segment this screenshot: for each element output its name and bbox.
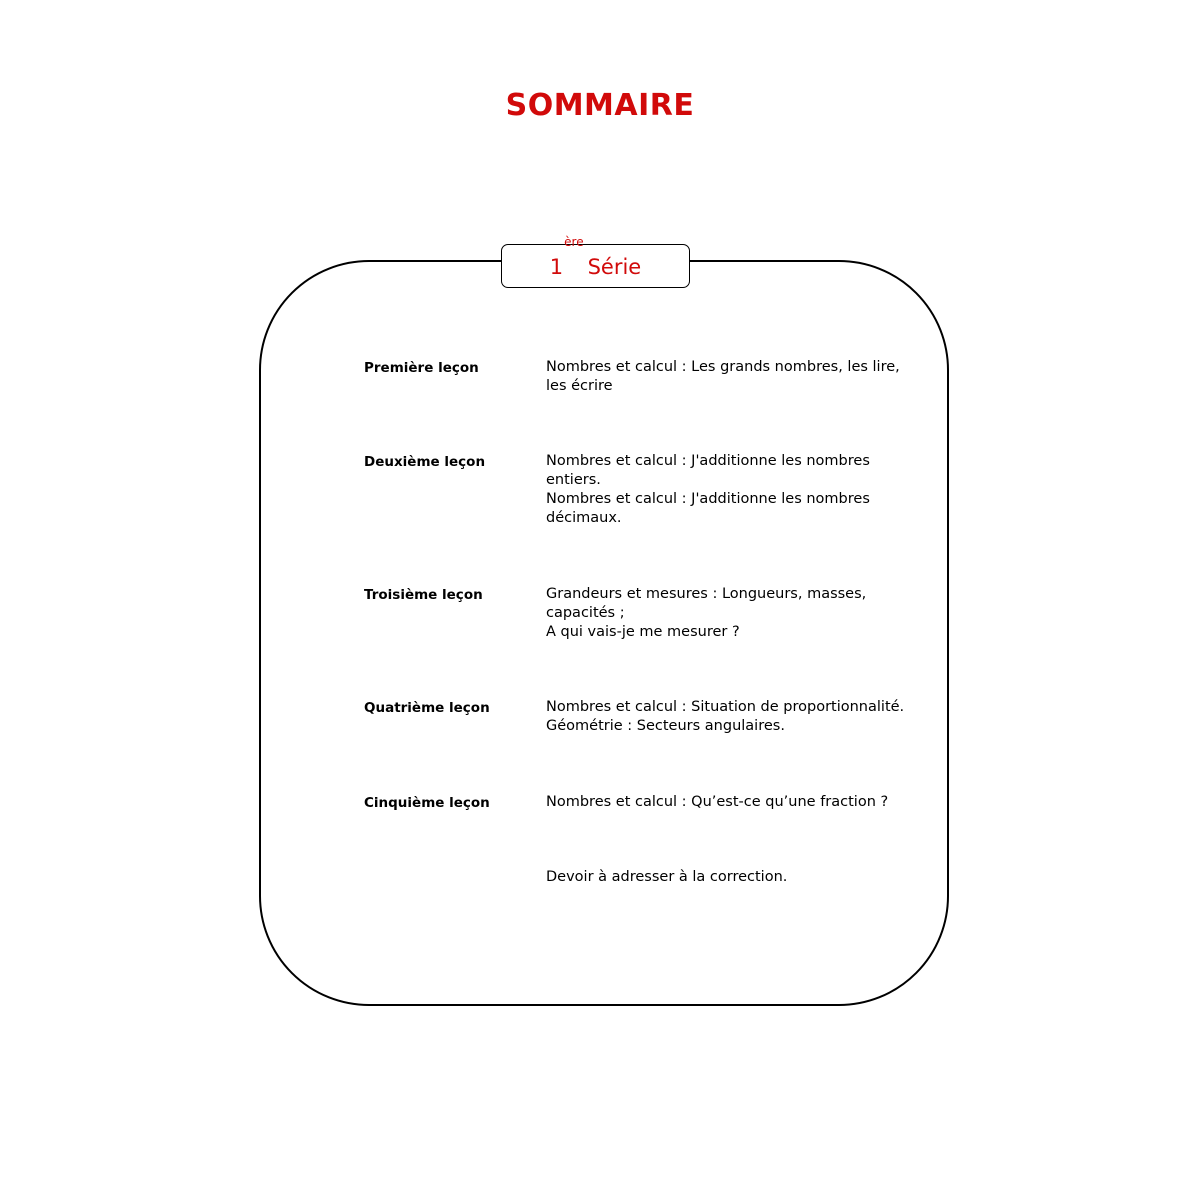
series-tab — [501, 235, 690, 288]
description-line: les écrire — [546, 378, 613, 394]
description-line: Géométrie : Secteurs angulaires. — [546, 718, 785, 734]
description-line: capacités ; — [546, 605, 625, 621]
assignment-description — [546, 868, 906, 887]
lesson-description — [546, 585, 906, 642]
description-line: A qui vais-je me mesurer ? — [546, 624, 740, 640]
description-line: Grandeurs et mesures : Longueurs, masses, — [546, 586, 867, 602]
series-label: Série — [587, 255, 642, 279]
description-line: entiers. — [546, 472, 601, 488]
description-line: Nombres et calcul : J'additionne les nombres — [546, 453, 870, 469]
description-line: Nombres et calcul : Les grands nombres, les lire, — [546, 359, 900, 375]
lesson-description — [546, 698, 906, 736]
description-line: Devoir à adresser à la correction. — [546, 869, 788, 885]
lesson-description — [546, 452, 906, 528]
description-line: Nombres et calcul : Qu’est-ce qu’une fraction ? — [546, 794, 889, 810]
description-line: Nombres et calcul : Situation de proportionnalité. — [546, 699, 905, 715]
page-title: SOMMAIRE — [505, 88, 695, 123]
lesson-description — [546, 358, 906, 396]
description-line: Nombres et calcul : J'additionne les nombres — [546, 491, 870, 507]
series-superscript: ère — [564, 235, 584, 249]
lesson-description — [546, 793, 906, 812]
lesson-label: Troisième leçon — [364, 587, 483, 603]
description-line: décimaux. — [546, 510, 622, 526]
series-number: 1 — [549, 255, 564, 279]
lesson-label: Deuxième leçon — [364, 454, 486, 470]
lesson-label: Cinquième leçon — [364, 795, 490, 811]
lesson-label: Première leçon — [364, 360, 479, 376]
lesson-label: Quatrième leçon — [364, 700, 490, 716]
